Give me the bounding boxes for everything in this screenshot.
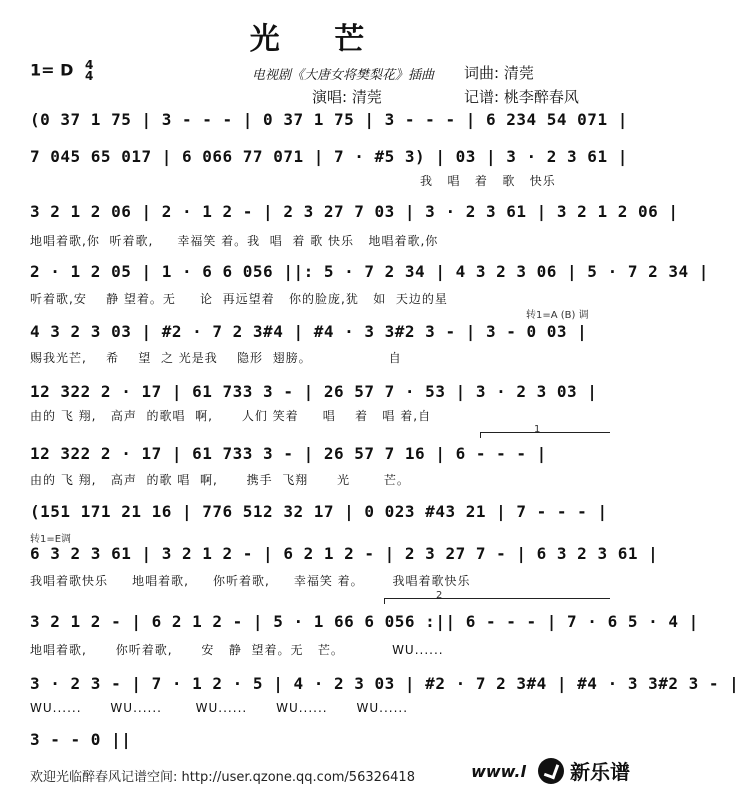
key-signature — [30, 60, 93, 82]
lyric-row-10: 地唱着歌, 你听着歌, 安 静 望着。无 芒。 WU...... — [30, 643, 444, 657]
time-bottom: 4 — [84, 69, 94, 83]
volta-bracket-1 — [480, 432, 610, 433]
lyricist-composer: 词曲: 清莞 — [464, 64, 534, 82]
volta-bracket-1-edge — [480, 432, 481, 438]
volta-label-2: 2 — [436, 590, 443, 601]
notation-row-1: (0 37 1 75 | 3 - - - | 0 37 1 75 | 3 - - - | 6 234 54 071 | — [30, 110, 628, 129]
song-title: 光 芒 — [249, 22, 387, 57]
lyric-row-3: 地唱着歌,你 听着歌, 幸福笑 着。我 唱 着 歌 快乐 地唱着歌,你 — [30, 234, 439, 248]
volta-bracket-2-edge — [384, 598, 385, 604]
lyric-row-5: 赐我光芒, 希 望 之 光是我 隐形 翅膀。 自 — [30, 351, 402, 365]
notation-row-12: 3 - - 0 || — [30, 730, 132, 749]
key-label: 1= D — [30, 60, 74, 80]
lyric-row-11: WU...... WU...... WU...... WU...... WU...... — [30, 701, 409, 715]
notation-row-6: 12 322 2 · 17 | 61 733 3 - | 26 57 7 · 53 | 3 · 2 3 03 | — [30, 382, 598, 401]
volta-bracket-2 — [384, 598, 610, 599]
footer-text: 欢迎光临醉春风记谱空间: http://user.qzone.qq.com/56326418 — [30, 770, 415, 785]
modulation-note-2: 转1=E调 — [30, 534, 72, 545]
music-note-icon — [538, 758, 564, 784]
notation-row-5: 4 3 2 3 03 | #2 · 7 2 3#4 | #4 · 3 3#2 3 - | 3 - 0 03 | — [30, 322, 588, 341]
time-signature — [85, 60, 93, 82]
transcriber: 记谱: 桃李醉春风 — [464, 88, 579, 106]
notation-row-2: 7 045 65 017 | 6 066 77 071 | 7 · #5 3) | 03 | 3 · 2 3 61 | — [30, 147, 628, 166]
lyric-row-9: 我唱着歌快乐 地唱着歌, 你听着歌, 幸福笑 着。 我唱着歌快乐 — [30, 574, 471, 588]
lyric-row-7: 由的 飞 翔, 高声 的歌 唱 啊, 携手 飞翔 光 芒。 — [30, 473, 410, 487]
time-top: 4 — [84, 58, 94, 72]
subtitle: 电视剧《大唐女将樊梨花》插曲 — [252, 68, 435, 83]
volta-label-1: 1 — [534, 424, 541, 435]
modulation-note-1: 转1=A (B) 调 — [526, 310, 589, 321]
logo-text: 新乐谱 — [570, 760, 630, 784]
lyric-row-6: 由的 飞 翔, 高声 的歌唱 啊, 人们 笑着 唱 着 唱 着,自 — [30, 409, 432, 423]
notation-row-8: (151 171 21 16 | 776 512 32 17 | 0 023 #43 21 | 7 - - - | — [30, 502, 608, 521]
lyric-row-4: 听着歌,安 静 望着。无 论 再远望着 你的脸庞,犹 如 天边的星 — [30, 292, 448, 306]
notation-row-7: 12 322 2 · 17 | 61 733 3 - | 26 57 7 16 | 6 - - - | — [30, 444, 547, 463]
notation-row-4: 2 · 1 2 05 | 1 · 6 6 056 ||: 5 · 7 2 34 | 4 3 2 3 06 | 5 · 7 2 34 | — [30, 262, 709, 281]
notation-row-11: 3 · 2 3 - | 7 · 1 2 · 5 | 4 · 2 3 03 | #2 · 7 2 3#4 | #4 · 3 3#2 3 - | — [30, 674, 739, 693]
watermark: www.l — [471, 762, 526, 781]
singer: 演唱: 清莞 — [312, 88, 382, 106]
site-logo — [538, 756, 630, 785]
notation-row-9: 6 3 2 3 61 | 3 2 1 2 - | 6 2 1 2 - | 2 3 27 7 - | 6 3 2 3 61 | — [30, 544, 659, 563]
lyric-row-2: 我 唱 着 歌 快乐 — [420, 174, 556, 188]
notation-row-3: 3 2 1 2 06 | 2 · 1 2 - | 2 3 27 7 03 | 3 · 2 3 61 | 3 2 1 2 06 | — [30, 202, 679, 221]
notation-row-10: 3 2 1 2 - | 6 2 1 2 - | 5 · 1 66 6 056 :|| 6 - - - | 7 · 6 5 · 4 | — [30, 612, 699, 631]
